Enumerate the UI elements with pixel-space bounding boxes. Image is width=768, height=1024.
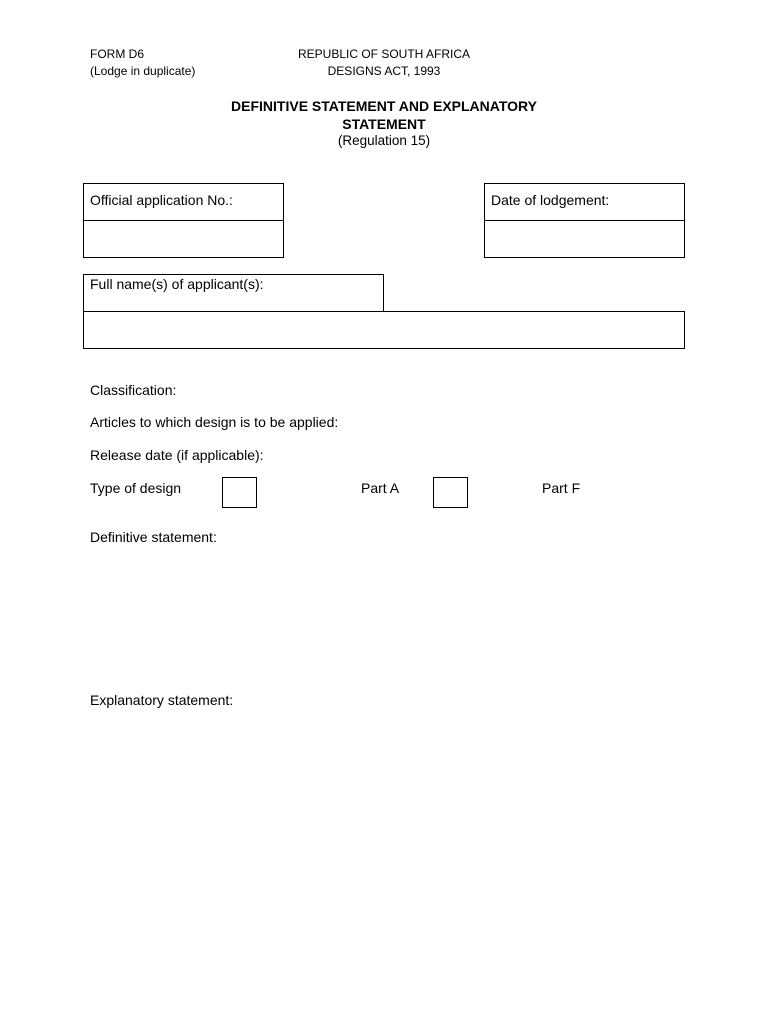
classification-label: Classification: <box>90 382 177 398</box>
official-application-label: Official application No.: <box>90 192 233 208</box>
date-of-lodgement-label: Date of lodgement: <box>491 192 610 208</box>
applicant-label-cell <box>83 274 384 312</box>
act-heading: DESIGNS ACT, 1993 <box>327 64 441 78</box>
articles-label: Articles to which design is to be applied: <box>90 414 339 430</box>
lodge-note: (Lodge in duplicate) <box>90 64 196 78</box>
applicant-input[interactable] <box>83 311 685 349</box>
form-title-line1: DEFINITIVE STATEMENT AND EXPLANATORY <box>231 98 537 114</box>
form-title-line2: STATEMENT <box>342 116 426 132</box>
republic-heading: REPUBLIC OF SOUTH AFRICA <box>297 47 471 61</box>
applicant-label: Full name(s) of applicant(s): <box>90 276 264 292</box>
date-of-lodgement-input[interactable] <box>484 220 685 258</box>
form-number: FORM D6 <box>90 47 144 61</box>
explanatory-statement-label: Explanatory statement: <box>90 692 234 708</box>
date-of-lodgement-label-cell <box>484 183 685 221</box>
part-a-label: Part A <box>361 480 400 496</box>
official-application-input[interactable] <box>83 220 284 258</box>
release-date-label: Release date (if applicable): <box>90 447 264 463</box>
part-f-checkbox[interactable] <box>433 477 468 508</box>
official-application-label-cell <box>83 183 284 221</box>
type-of-design-label: Type of design <box>90 480 182 496</box>
part-f-label: Part F <box>542 480 581 496</box>
definitive-statement-label: Definitive statement: <box>90 529 217 545</box>
regulation-reference: (Regulation 15) <box>337 133 431 148</box>
part-a-checkbox[interactable] <box>222 477 257 508</box>
